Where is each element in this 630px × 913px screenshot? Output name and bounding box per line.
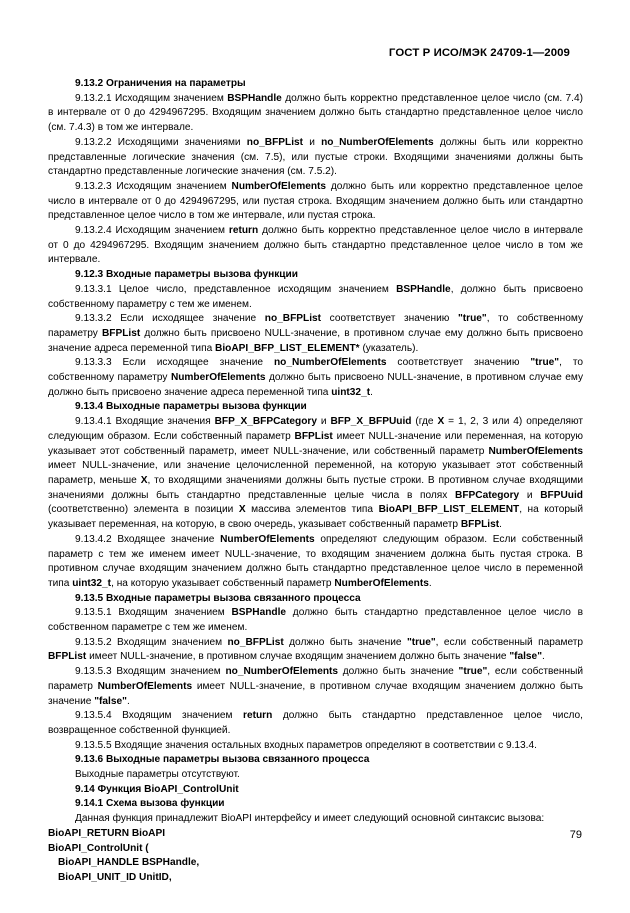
text-run: определяют следующим образом. Если собственный параметр с тем же именем имеет NULL-значение, то входящим значением должна быть пустая строка. В противном случае входящим значением должно быть стандартно представленное целое число в переменной типа <box>48 533 583 589</box>
bold-term: NumberOfElements <box>220 533 315 545</box>
text-run: 9.13.2.3 Исходящим значением <box>75 180 232 192</box>
section-heading: 9.13.5 Входные параметры вызова связанного процесса <box>75 592 361 604</box>
bold-term: NumberOfElements <box>97 680 193 692</box>
text-run: должно быть корректно представленное целое число (см. 7.4) в интервале от 0 до 4294967295. Входящим значением должно быть стандартно представленное целое число (см. 7.4.3) в том же интервале. <box>48 92 583 134</box>
text-run: 9.13.2.2 Исходящими значениями <box>75 136 247 148</box>
text-run: 9.13.4.2 Входящее значение <box>75 533 221 545</box>
text-run: должно быть значение <box>283 636 407 648</box>
text-run: 9.13.3.3 Если исходящее значение <box>75 357 274 369</box>
text-run: Данная функция принадлежит BioAPI интерфейсу и имеет следующий основной синтаксис вызова: <box>75 813 545 825</box>
document-header: ГОСТ Р ИСО/МЭК 24709-1—2009 <box>388 47 570 59</box>
text-run: . <box>428 577 432 589</box>
bold-term: BSPHandle <box>396 283 451 295</box>
text-run: 9.13.5.2 Входящим значением <box>75 636 228 648</box>
bold-term: BioAPI_BFP_LIST_ELEMENT* <box>215 342 360 354</box>
bold-term: NumberOfElements <box>334 577 429 589</box>
text-run: , то входящими значениями должны быть пустые строки. В противном случае входящими значениями должны быть стандартно представленные целые числа в полях <box>48 474 583 501</box>
text-run: должно быть корректно представленное целое число в интервале от 0 до 4294967295. Входящим значением должно быть стандартно представленное целое число в том же интервале. <box>48 225 583 266</box>
text-run: 9.13.5.5 Входящие значения остальных входных параметров определяют в соответствии с 9.13.4. <box>75 739 537 751</box>
bold-term: NumberOfElements <box>170 372 266 384</box>
bold-term: uint32_t <box>331 386 371 398</box>
text-run: должно быть значение <box>338 666 459 678</box>
paragraph <box>48 415 583 533</box>
paragraph <box>48 709 583 738</box>
paragraph <box>48 180 583 224</box>
section-heading: 9.13.6 Выходные параметры вызова связанного процесса <box>75 754 370 766</box>
section-heading: 9.14.1 Схема вызова функции <box>75 798 225 810</box>
bold-term: BFP_X_BFPUuid <box>330 416 412 428</box>
text-run: 9.13.5.3 Входящим значением <box>75 666 226 678</box>
text-run: имеет NULL-значение, или значение целочисленной переменной, на которую указывает этот собственный параметр, меньше <box>48 460 583 486</box>
text-run: , на которую указывает собственный параметр <box>111 577 335 589</box>
text-run: должно быть присвоено NULL-значение, в противном случае ему должно быть присвоено значение адреса переменной типа <box>48 327 583 354</box>
bold-term: BFPList <box>294 430 333 442</box>
paragraph <box>48 533 583 592</box>
section-heading: 9.13.2 Ограничения на параметры <box>75 78 246 89</box>
bold-term: uint32_t <box>72 577 112 589</box>
text-run: 9.13.3.2 Если исходящее значение <box>75 313 265 325</box>
text-run: соответствует значению <box>386 357 531 369</box>
bold-term: X <box>437 416 445 428</box>
text-run: 9.13.2.1 Исходящим значением <box>75 92 228 104</box>
section-heading: 9.14 Функция BioAPI_ControlUnit <box>75 783 239 795</box>
bold-term: X <box>140 474 148 486</box>
text-run: 9.13.5.1 Входящим значением <box>75 607 232 619</box>
paragraph <box>48 665 583 709</box>
paragraph <box>48 224 583 268</box>
text-run: (соответственно) элемента в позиции <box>48 504 239 516</box>
text-run: , то собственному параметру <box>48 357 583 384</box>
text-run: соответствует значению <box>321 313 458 325</box>
bold-term: "true" <box>458 666 488 678</box>
text-run: , если собственный параметр <box>435 636 584 648</box>
paragraph <box>48 356 583 400</box>
bold-term: "true" <box>406 636 436 648</box>
paragraph <box>48 739 583 754</box>
text-run: должно быть стандартно представленное целое число в собственном параметре с тем же именем. <box>48 607 583 634</box>
text-run: должно быть или корректно представленное целое число в интервале от 0 до 4294967295, или пустая строка. Входящим значением должно быть или стандартно представленное целое число в том же интервале, или пустая строка. <box>48 180 583 222</box>
code-line: BioAPI_UNIT_ID UnitID, <box>58 871 172 883</box>
bold-term: BFP_X_BFPCategory <box>214 416 317 428</box>
text-run: и <box>519 489 541 501</box>
text-run: . <box>126 695 130 707</box>
text-run: должно быть стандартно представленное целое число, возвращенное собственной функцией. <box>48 710 583 736</box>
bold-term: BFPCategory <box>455 489 520 501</box>
document-body <box>48 77 583 886</box>
paragraph <box>48 283 583 312</box>
bold-term: BioAPI_BFP_LIST_ELEMENT <box>378 504 520 516</box>
text-run: имеет NULL-значение, в противном случае входящим значением должно быть значение <box>86 651 510 663</box>
text-run: , то собственному параметру <box>48 313 584 339</box>
bold-term: NumberOfElements <box>488 445 583 457</box>
paragraph <box>48 312 583 356</box>
bold-term: no_NumberOfElements <box>321 136 434 148</box>
bold-term: BFPUuid <box>540 489 583 501</box>
bold-term: BFPList <box>460 519 500 531</box>
bold-term: BSPHandle <box>231 607 287 619</box>
paragraph <box>48 136 583 180</box>
section-heading: 9.12.3 Входные параметры вызова функции <box>75 269 298 281</box>
text-run: = 1, 2, 3 или 4) определяют следующим образом. Если собственный параметр <box>48 416 583 442</box>
text-run: Выходные параметры отсутствуют. <box>75 769 240 781</box>
text-run: 9.13.5.4 Входящим значением <box>75 710 244 722</box>
code-line: BioAPI_RETURN BioAPI <box>48 827 166 839</box>
bold-term: BFPList <box>48 651 87 663</box>
text-run: , на который указывает переменная, на которую, в свою очередь, указывает собственный параметр <box>48 504 583 531</box>
bold-term: "false" <box>94 695 127 707</box>
text-run: и <box>303 136 322 148</box>
text-run: . <box>370 386 373 398</box>
text-run: (указатель). <box>359 342 419 354</box>
bold-term: no_BFPList <box>246 136 304 148</box>
page-number: 79 <box>569 829 582 841</box>
text-run: должны быть или корректно представленные логические значения (см. 7.5), или пустые строки. Входящими значениями должны быть стандартно представленные логические значения (см. 7.5.2). <box>48 136 583 178</box>
paragraph <box>48 812 583 827</box>
text-run: , должно быть присвоено собственному параметру с тем же именем. <box>48 283 583 310</box>
bold-term: BFPList <box>102 327 141 339</box>
code-line: BioAPI_ControlUnit ( <box>48 842 149 854</box>
bold-term: X <box>238 504 246 516</box>
text-run: 9.13.4.1 Входящие значения <box>75 416 215 428</box>
bold-term: return <box>243 710 273 722</box>
bold-term: no_NumberOfElements <box>273 357 387 369</box>
text-run: 9.13.3.1 Целое число, представленное исходящим значением <box>75 283 397 295</box>
bold-term: no_BFPList <box>264 313 322 325</box>
text-run: должно быть присвоено NULL-значение, в противном случае ему должно быть присвоено значение адреса переменной типа <box>48 372 584 398</box>
text-run: массива элементов типа <box>245 504 379 516</box>
paragraph <box>48 768 583 783</box>
section-heading: 9.13.4 Выходные параметры вызова функции <box>75 401 307 413</box>
bold-term: NumberOfElements <box>231 180 327 192</box>
code-line: BioAPI_HANDLE BSPHandle, <box>58 857 200 869</box>
bold-term: BSPHandle <box>227 92 282 104</box>
bold-term: no_BFPList <box>227 636 284 648</box>
text-run: имеет NULL-значение, в противном случае входящим значением должно быть значение <box>48 680 583 707</box>
text-run: имеет NULL-значение или переменная, на которую указывает этот собственный параметр, имеет NULL-значение, или собственный параметр <box>48 430 583 457</box>
bold-term: return <box>228 225 259 237</box>
text-run: и <box>317 416 331 428</box>
text-run: . <box>542 651 545 663</box>
text-run: , если собственный параметр <box>48 666 583 692</box>
bold-term: "true" <box>458 313 487 325</box>
paragraph <box>48 606 583 635</box>
text-run: 9.13.2.4 Исходящим значением <box>75 225 229 237</box>
bold-term: no_NumberOfElements <box>225 666 339 678</box>
bold-term: "false" <box>509 651 542 663</box>
text-run: . <box>499 519 502 531</box>
bold-term: "true" <box>530 357 560 369</box>
paragraph <box>48 636 583 665</box>
paragraph <box>48 92 583 136</box>
text-run: (где <box>411 416 438 428</box>
